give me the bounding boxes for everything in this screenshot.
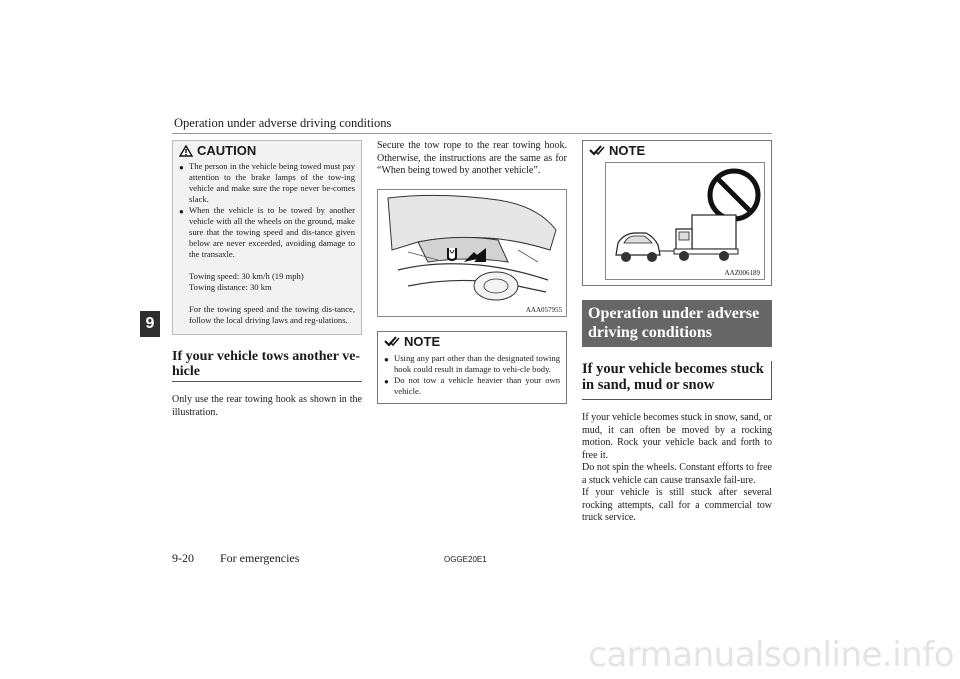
note-label: NOTE xyxy=(404,333,441,349)
car-towing-truck-drawing xyxy=(606,163,766,279)
note-bullet xyxy=(384,353,560,375)
note-label: NOTE xyxy=(609,143,646,158)
page-number: 9-20 xyxy=(172,551,194,565)
rear-underbody-drawing xyxy=(378,190,566,316)
footer-section-title: For emergencies xyxy=(220,551,300,565)
tows-body: Only use the rear towing hook as shown in the illustration. xyxy=(172,394,362,418)
note-bullet-text: Do not tow a vehicle heavier than your own vehicle. xyxy=(394,374,560,396)
bullet-icon: ● xyxy=(179,207,184,216)
illustration-id: AAZ006189 xyxy=(724,269,760,277)
page-header-title: Operation under adverse driving conditions xyxy=(174,116,392,130)
note-header xyxy=(583,141,771,160)
chapter-tab: 9 xyxy=(140,311,160,337)
warning-triangle-icon xyxy=(179,145,193,157)
header-rule xyxy=(172,133,772,134)
no-towing-illustration xyxy=(605,162,765,280)
column-3 xyxy=(582,140,772,525)
caution-bullet xyxy=(179,205,355,260)
note-bullet-text: Using any part other than the designated towing hook could result in damage to vehi-cle body. xyxy=(394,352,560,374)
stuck-paragraph-3: If your vehicle is still stuck after several rocking attempts, call for a commercial tow truck service. xyxy=(582,487,772,523)
note-bullet xyxy=(384,375,560,397)
note-check-icon xyxy=(384,336,400,347)
caution-box xyxy=(172,140,362,335)
caution-bullet-text: The person in the vehicle being towed must pay attention to the brake lamps of the tow-ing vehicle and make sure the rope never be-comes slack. xyxy=(189,161,355,204)
tows-heading: If your vehicle tows another ve-hicle xyxy=(172,349,362,382)
stuck-paragraph-1: If your vehicle becomes stuck in snow, sand, or mud, it can often be moved by a rocking motion. Rock your vehicle back and forth to free it. xyxy=(582,412,772,461)
col2-body: Secure the tow rope to the rear towing hook. Otherwise, the instructions are the same as for “When being towed by another vehicle”. xyxy=(377,140,567,176)
column-2 xyxy=(377,140,567,404)
towing-distance: Towing distance: 30 km xyxy=(189,282,272,292)
stuck-paragraph-2: Do not spin the wheels. Constant efforts to free a stuck vehicle can cause transaxle fail-ure. xyxy=(582,462,772,486)
towing-speed: Towing speed: 30 km/h (19 mph) xyxy=(189,271,304,281)
caution-bullet xyxy=(179,161,355,205)
stuck-heading: If your vehicle becomes stuck in sand, mud or snow xyxy=(582,361,772,400)
note-check-icon xyxy=(589,145,605,156)
note-header xyxy=(378,332,566,351)
document-code: OGGE20E1 xyxy=(444,555,487,564)
caution-label: CAUTION xyxy=(197,143,257,158)
note-box xyxy=(582,140,772,286)
section-banner: Operation under adverse driving conditions xyxy=(582,300,772,347)
bullet-icon: ● xyxy=(384,376,389,386)
column-1 xyxy=(172,140,362,419)
rear-towing-hook-illustration xyxy=(377,189,567,317)
caution-bullet-text: When the vehicle is to be towed by another vehicle with all the wheels on the ground, make sure that the towing speed and dis-tance given below are never exceeded, avoiding damage to the transaxle. xyxy=(189,205,355,259)
bullet-icon: ● xyxy=(179,163,184,172)
illustration-id: AAA057955 xyxy=(525,305,562,314)
caution-header xyxy=(173,141,361,160)
note-box xyxy=(377,331,567,404)
caution-follow-text: For the towing speed and the towing dis-tance, follow the local driving laws and reg-ulations. xyxy=(189,304,355,325)
bullet-icon: ● xyxy=(384,354,389,364)
watermark: carmanualsonline.info xyxy=(588,635,954,675)
